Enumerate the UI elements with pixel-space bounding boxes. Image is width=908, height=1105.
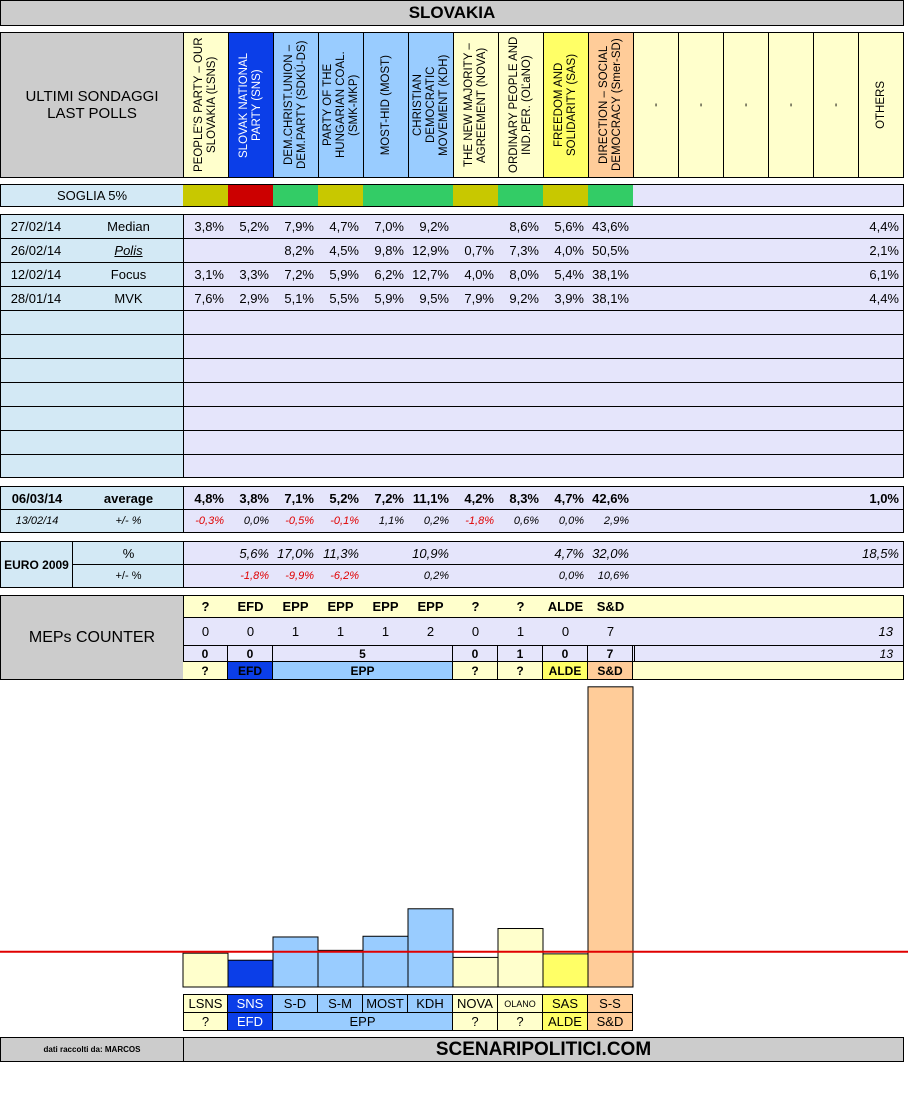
threshold-indicator <box>588 185 633 206</box>
mep-agg-seat: 1 <box>498 646 543 661</box>
poll-value: 8,0% <box>509 267 539 282</box>
party-name: OTHERS <box>874 81 887 129</box>
average-diff: 0,0% <box>558 515 584 527</box>
party-header-4 <box>363 33 408 177</box>
mep-seat-count: 0 <box>201 624 210 639</box>
average-diff: 1,1% <box>378 515 404 527</box>
euro-value: 4,7% <box>554 545 584 561</box>
poll-value: 6,2% <box>374 267 404 282</box>
euro-diff: 0,2% <box>423 570 449 582</box>
average-label: average <box>103 490 154 506</box>
euro-pct-label: % <box>122 545 135 561</box>
euro-diff: -9,9% <box>285 570 314 582</box>
average-value: 4,2% <box>464 490 494 506</box>
poll-value: 3,9% <box>554 291 584 306</box>
average-diff: 0,2% <box>423 515 449 527</box>
mep-agg-group: ALDE <box>543 662 588 679</box>
bar-sas <box>543 954 588 987</box>
poll-value: 7,3% <box>509 243 539 258</box>
legend-group: S&D <box>588 1013 633 1031</box>
average-diff: 2,9% <box>603 515 629 527</box>
mep-agg-seat: 7 <box>588 646 633 661</box>
euro-2009-block <box>0 541 904 588</box>
threshold-indicator <box>408 185 453 206</box>
legend-category: MOST <box>363 994 408 1013</box>
poll-value: 2,9% <box>239 291 269 306</box>
mep-seat-count: 7 <box>606 624 615 639</box>
threshold-indicator <box>183 185 228 206</box>
euro-diff: 0,0% <box>558 570 584 582</box>
mep-agg-total: 13 <box>879 646 893 661</box>
mep-seat-count: 1 <box>381 624 390 639</box>
euro-diff <box>183 565 228 587</box>
legend-category: OLANO <box>498 994 543 1013</box>
party-name: DIRECTION – SOCIAL DEMOCRACY (Smer-SD) <box>598 38 623 172</box>
euro-value <box>453 542 498 564</box>
threshold-indicator <box>543 185 588 206</box>
party-header-8 <box>543 33 588 177</box>
mep-group-label: ALDE <box>547 599 584 614</box>
party-name: - <box>829 103 842 107</box>
footer-credit: dati raccolti da: MARCOS <box>1 1038 184 1061</box>
mep-seat-count: 1 <box>336 624 345 639</box>
bar-olano <box>498 929 543 987</box>
bar-s-d <box>273 937 318 987</box>
party-header-row <box>0 32 904 178</box>
euro-value: 32,0% <box>592 545 629 561</box>
diff-label: +/- % <box>115 515 142 527</box>
party-header-7 <box>498 33 543 177</box>
mep-total: 13 <box>878 624 893 639</box>
threshold-label: SOGLIA 5% <box>1 185 184 206</box>
legend-category: KDH <box>408 994 453 1013</box>
euro-diff <box>498 565 543 587</box>
poll-value: 43,6% <box>592 219 629 234</box>
euro-value: 5,6% <box>239 545 269 561</box>
euro-others: 18,5% <box>862 545 899 561</box>
mep-seat-count: 2 <box>426 624 435 639</box>
legend-group: ALDE <box>543 1013 588 1031</box>
average-date: 06/03/14 <box>11 490 63 506</box>
euro-label: EURO 2009 <box>1 542 73 587</box>
mep-group-label: ? <box>471 599 480 614</box>
legend-category: S-D <box>273 994 318 1013</box>
mep-group-label: S&D <box>596 599 625 614</box>
legend-group: EFD <box>228 1013 273 1031</box>
poll-value <box>183 239 228 262</box>
chart-legend <box>183 994 634 1031</box>
poll-value: 3,8% <box>194 219 224 234</box>
poll-value: 5,9% <box>374 291 404 306</box>
poll-value: 0,7% <box>464 243 494 258</box>
polls-table <box>0 214 904 478</box>
mep-seat-count: 0 <box>471 624 480 639</box>
mep-group-label: EPP <box>327 599 354 614</box>
euro-diff: -6,2% <box>330 570 359 582</box>
poll-value: 3,3% <box>239 267 269 282</box>
party-name: - <box>739 103 752 107</box>
party-header-3 <box>318 33 363 177</box>
party-name: - <box>649 103 662 107</box>
party-name: SLOVAK NATIONAL PARTY (SNS) <box>238 52 263 158</box>
mep-agg-seat: 0 <box>543 646 588 661</box>
average-value: 8,3% <box>509 490 539 506</box>
average-block <box>0 486 904 533</box>
poll-value: 50,5% <box>592 243 629 258</box>
poll-others: 4,4% <box>869 219 899 234</box>
page-title: SLOVAKIA <box>0 0 904 26</box>
row-divider <box>1 382 903 383</box>
poll-value: 7,2% <box>284 267 314 282</box>
threshold-indicator <box>363 185 408 206</box>
poll-institute: Focus <box>110 267 147 282</box>
poll-date: 12/02/14 <box>10 267 62 282</box>
poll-value: 12,9% <box>412 243 449 258</box>
euro-diff: -1,8% <box>240 570 269 582</box>
row-divider <box>1 358 903 359</box>
legend-category: SNS <box>228 994 273 1013</box>
poll-institute: MVK <box>114 291 143 306</box>
average-diff: -0,1% <box>330 515 359 527</box>
poll-value <box>228 239 273 262</box>
poll-value: 5,2% <box>239 219 269 234</box>
legend-group: ? <box>453 1013 498 1031</box>
threshold-indicator <box>498 185 543 206</box>
meps-counter-label: MEPs COUNTER <box>1 596 184 679</box>
bar-sns <box>228 960 273 987</box>
bar-lsns <box>183 953 228 987</box>
average-diff: 0,0% <box>243 515 269 527</box>
row-divider <box>1 430 903 431</box>
poll-date: 28/01/14 <box>10 291 62 306</box>
legend-category: SAS <box>543 994 588 1013</box>
poll-value: 5,5% <box>329 291 359 306</box>
poll-value: 7,9% <box>464 291 494 306</box>
poll-others: 4,4% <box>869 291 899 306</box>
party-name: DEM.CHRIST.UNION – DEM.PARTY (SDKÚ-DS) <box>283 40 308 170</box>
row-divider <box>1 310 903 311</box>
mep-group-label: ? <box>201 599 210 614</box>
average-value: 4,7% <box>554 490 584 506</box>
party-header-5 <box>408 33 453 177</box>
party-name: THE NEW MAJORITY – AGREEMENT (NOVA) <box>463 43 488 167</box>
mep-group-label: EFD <box>237 599 264 614</box>
poll-institute: Polis <box>114 243 143 258</box>
mep-agg-seat: 0 <box>228 646 273 661</box>
party-header-14 <box>813 33 858 177</box>
mep-agg-seat: 5 <box>273 646 453 661</box>
party-name: FREEDOM AND SOLIDARITY (SAS) <box>553 53 578 157</box>
mep-agg-group: ? <box>453 662 498 679</box>
party-name: CHRISTIAN DEMOCRATIC MOVEMENT (KDH) <box>411 54 450 156</box>
poll-value: 4,0% <box>464 267 494 282</box>
average-value: 7,1% <box>284 490 314 506</box>
mep-agg-seat: 0 <box>453 646 498 661</box>
bar-s-s <box>588 687 633 987</box>
euro-diff <box>453 565 498 587</box>
row-divider <box>1 406 903 407</box>
legend-category: S-M <box>318 994 363 1013</box>
poll-value: 5,1% <box>284 291 314 306</box>
row-divider <box>1 454 903 455</box>
previous-date: 13/02/14 <box>15 515 59 527</box>
poll-institute: Median <box>107 219 150 234</box>
threshold-indicator <box>273 185 318 206</box>
legend-group: EPP <box>273 1013 453 1031</box>
party-name: - <box>784 103 797 107</box>
party-name: PEOPLE'S PARTY – OUR SLOVAKIA (ĽSNS) <box>193 37 218 173</box>
mep-seat-count: 1 <box>516 624 525 639</box>
poll-value: 7,9% <box>284 219 314 234</box>
party-header-13 <box>768 33 813 177</box>
poll-value: 5,6% <box>554 219 584 234</box>
threshold-row <box>0 184 904 207</box>
bar-kdh <box>408 909 453 987</box>
poll-value: 7,0% <box>374 219 404 234</box>
last-polls-label: ULTIMI SONDAGGI LAST POLLS <box>1 33 184 177</box>
legend-group: ? <box>183 1013 228 1031</box>
poll-value: 4,7% <box>329 219 359 234</box>
poll-value: 7,6% <box>194 291 224 306</box>
party-header-15 <box>858 33 903 177</box>
poll-value: 5,9% <box>329 267 359 282</box>
party-header-6 <box>453 33 498 177</box>
poll-date: 26/02/14 <box>10 243 62 258</box>
poll-others: 2,1% <box>869 243 899 258</box>
mep-seat-count: 0 <box>246 624 255 639</box>
row-divider <box>1 334 903 335</box>
average-others: 1,0% <box>869 490 899 506</box>
party-header-10 <box>633 33 678 177</box>
footer <box>0 1037 904 1062</box>
mep-agg-group: S&D <box>588 662 633 679</box>
party-header-9 <box>588 33 633 177</box>
euro-diff <box>363 565 408 587</box>
legend-category: NOVA <box>453 994 498 1013</box>
legend-category: LSNS <box>183 994 228 1013</box>
euro-value <box>183 542 228 564</box>
mep-seat-count: 0 <box>561 624 570 639</box>
mep-group-label: EPP <box>417 599 444 614</box>
poll-value: 9,2% <box>509 291 539 306</box>
average-diff: -1,8% <box>465 515 494 527</box>
poll-value: 5,4% <box>554 267 584 282</box>
footer-site: SCENARIPOLITICI.COM <box>435 1038 652 1060</box>
bar-nova <box>453 957 498 987</box>
col-divider <box>634 646 635 662</box>
mep-agg-seat: 0 <box>183 646 228 661</box>
threshold-indicator <box>453 185 498 206</box>
poll-value: 9,5% <box>419 291 449 306</box>
average-diff: -0,5% <box>285 515 314 527</box>
mep-group-label: EPP <box>282 599 309 614</box>
euro-value: 11,3% <box>323 545 359 561</box>
average-diff: 0,6% <box>513 515 539 527</box>
euro-value <box>363 542 408 564</box>
bar-s-m <box>318 950 363 987</box>
mep-agg-group: EFD <box>228 662 273 679</box>
mep-agg-group: ? <box>183 662 228 679</box>
poll-value: 3,1% <box>194 267 224 282</box>
party-header-11 <box>678 33 723 177</box>
bar-most <box>363 936 408 987</box>
mep-group-label: ? <box>516 599 525 614</box>
average-diff: -0,3% <box>195 515 224 527</box>
poll-value: 12,7% <box>412 267 449 282</box>
poll-value: 38,1% <box>592 267 629 282</box>
party-header-1 <box>228 33 273 177</box>
poll-value: 8,6% <box>509 219 539 234</box>
mep-agg-group: EPP <box>273 662 453 679</box>
party-header-2 <box>273 33 318 177</box>
average-value: 4,8% <box>194 490 224 506</box>
poll-value: 9,2% <box>419 219 449 234</box>
poll-date: 27/02/14 <box>10 219 62 234</box>
bar-chart <box>0 684 908 989</box>
poll-value: 4,5% <box>329 243 359 258</box>
party-name: PARTY OF THE HUNGARIAN COAL. (SMK-MKP) <box>321 51 360 159</box>
threshold-indicator <box>228 185 273 206</box>
euro-value: 17,0% <box>277 545 314 561</box>
poll-value: 38,1% <box>592 291 629 306</box>
euro-diff-label: +/- % <box>115 570 142 582</box>
poll-value: 9,8% <box>374 243 404 258</box>
poll-value: 8,2% <box>284 243 314 258</box>
average-value: 5,2% <box>329 490 359 506</box>
euro-value <box>498 542 543 564</box>
average-value: 7,2% <box>374 490 404 506</box>
average-value: 11,1% <box>412 490 449 506</box>
mep-group-label: EPP <box>372 599 399 614</box>
party-name: ORDINARY PEOPLE AND IND.PER. (OĽaNO) <box>508 36 533 174</box>
mep-seat-count: 1 <box>291 624 300 639</box>
legend-category: S-S <box>588 994 633 1013</box>
poll-value <box>453 215 498 238</box>
mep-agg-group: ? <box>498 662 543 679</box>
poll-others: 6,1% <box>869 267 899 282</box>
threshold-indicator <box>318 185 363 206</box>
average-value: 3,8% <box>239 490 269 506</box>
euro-value: 10,9% <box>412 545 449 561</box>
euro-diff: 10,6% <box>597 570 629 582</box>
poll-value: 4,0% <box>554 243 584 258</box>
party-header-0 <box>183 33 228 177</box>
average-value: 42,6% <box>592 490 629 506</box>
party-name: - <box>694 103 707 107</box>
legend-group: ? <box>498 1013 543 1031</box>
party-header-12 <box>723 33 768 177</box>
party-name: MOST-HID (MOST) <box>379 54 392 156</box>
meps-counter-block <box>0 595 904 680</box>
